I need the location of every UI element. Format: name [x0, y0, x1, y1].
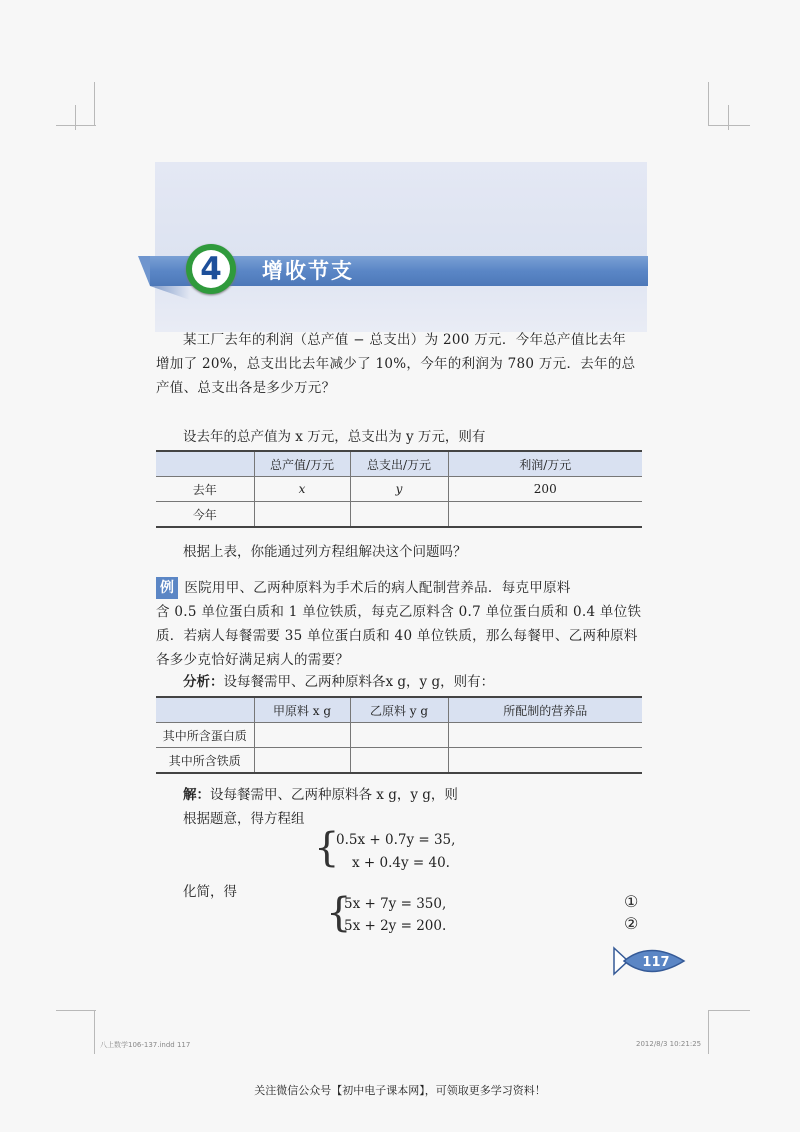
- table-header-cell: 利润/万元: [448, 451, 642, 477]
- example-paragraph: [156, 576, 648, 672]
- equation-brace: {: [326, 890, 352, 936]
- solution-line-2: 根据题意，得方程组: [183, 811, 305, 827]
- example-line-3: 质．若病人每餐需要 35 单位蛋白质和 40 单位铁质，那么每餐甲、乙两种原料: [156, 628, 638, 644]
- footer-file-info: 八上数学106-137.indd 117: [100, 1041, 191, 1049]
- table-cell: [448, 723, 642, 748]
- table-row: [156, 723, 642, 748]
- table-header-cell: 乙原料 y g: [350, 697, 448, 723]
- crop-mark: [728, 105, 729, 130]
- crop-mark: [708, 125, 750, 126]
- table-cell: [254, 723, 350, 748]
- table-cell: [350, 748, 448, 774]
- table-cell: [448, 748, 642, 774]
- table-header-row: [156, 451, 642, 477]
- solution-line: [183, 783, 458, 803]
- crop-mark: [56, 125, 96, 126]
- problem-line-1: 某工厂去年的利润（总产值 − 总支出）为 200 万元．今年总产值比去年: [183, 332, 627, 348]
- equation-marker-2: ②: [624, 914, 639, 933]
- title-bar-tail: [138, 256, 150, 286]
- section-number-badge: [186, 244, 236, 294]
- table-cell: 今年: [156, 502, 254, 528]
- solution-label: 解：: [183, 787, 210, 803]
- table-cell: y: [350, 477, 448, 502]
- table-cell: [448, 502, 642, 528]
- crop-mark: [708, 1010, 750, 1011]
- solution-text: 设每餐需甲、乙两种原料各 x g，y g，则: [210, 787, 458, 803]
- table-header-row: [156, 697, 642, 723]
- table-cell: 200: [448, 477, 642, 502]
- section-header-band: [155, 162, 647, 332]
- table-row: [156, 502, 642, 528]
- crop-mark: [75, 105, 76, 130]
- setup-text: 设去年的总产值为 x 万元，总支出为 y 万元，则有: [183, 429, 486, 445]
- crop-mark: [94, 82, 95, 126]
- table-cell: 其中所含蛋白质: [156, 723, 254, 748]
- nutrition-table: [156, 696, 642, 774]
- analysis-line: [183, 670, 494, 690]
- table-cell: 去年: [156, 477, 254, 502]
- page-number-fish-icon: [610, 942, 690, 980]
- crop-mark: [94, 1010, 95, 1054]
- table-cell: [254, 748, 350, 774]
- simplify-text: 化简，得: [183, 884, 237, 900]
- table-header-cell: [156, 451, 254, 477]
- question-text: 根据上表，你能通过列方程组解决这个问题吗？: [183, 544, 467, 560]
- section-number: 4: [192, 250, 230, 288]
- footer-timestamp: 2012/8/3 10:21:25: [636, 1040, 702, 1048]
- equation-1b: x + 0.4y = 40.: [352, 855, 450, 871]
- table-header-cell: 总支出/万元: [350, 451, 448, 477]
- problem-paragraph: [156, 328, 648, 400]
- table-row: [156, 477, 642, 502]
- analysis-text: 设每餐需甲、乙两种原料各x g，y g，则有：: [223, 674, 495, 690]
- crop-mark: [56, 1010, 96, 1011]
- crop-mark: [708, 1010, 709, 1054]
- table-header-cell: 所配制的营养品: [448, 697, 642, 723]
- equation-2b: 5x + 2y = 200.: [344, 918, 447, 934]
- table-header-cell: [156, 697, 254, 723]
- table-cell: x: [254, 477, 350, 502]
- equation-1a: 0.5x + 0.7y = 35,: [336, 832, 456, 848]
- problem-line-3: 产值、总支出各是多少万元？: [156, 380, 336, 396]
- table-header-cell: 甲原料 x g: [254, 697, 350, 723]
- table-cell: [350, 723, 448, 748]
- example-line-4: 各多少克恰好满足病人的需要？: [156, 652, 350, 668]
- equation-2a: 5x + 7y = 350,: [344, 896, 447, 912]
- problem-line-2: 增加了 20%，总支出比去年减少了 10%，今年的利润为 780 万元．去年的总: [156, 356, 636, 372]
- example-line-2: 含 0.5 单位蛋白质和 1 单位铁质，每克乙原料含 0.7 单位蛋白质和 0.4 单位铁: [156, 604, 642, 620]
- equation-brace: {: [314, 825, 340, 871]
- bottom-note: 关注微信公众号【初中电子课本网】，可领取更多学习资料！: [254, 1084, 546, 1097]
- table-cell: [254, 502, 350, 528]
- page-number: 117: [642, 955, 670, 970]
- example-line-1: 例 医院用甲、乙两种原料为手术后的病人配制营养品．每克甲原料: [156, 576, 648, 600]
- analysis-label: 分析：: [183, 674, 224, 690]
- table-cell: [350, 502, 448, 528]
- table-row: [156, 748, 642, 774]
- table-header-cell: 总产值/万元: [254, 451, 350, 477]
- table-cell: 其中所含铁质: [156, 748, 254, 774]
- section-title: 增收节支: [262, 259, 354, 283]
- profit-table: [156, 450, 642, 528]
- equation-marker-1: ①: [624, 892, 639, 911]
- crop-mark: [708, 82, 709, 126]
- example-tag: 例: [156, 577, 178, 599]
